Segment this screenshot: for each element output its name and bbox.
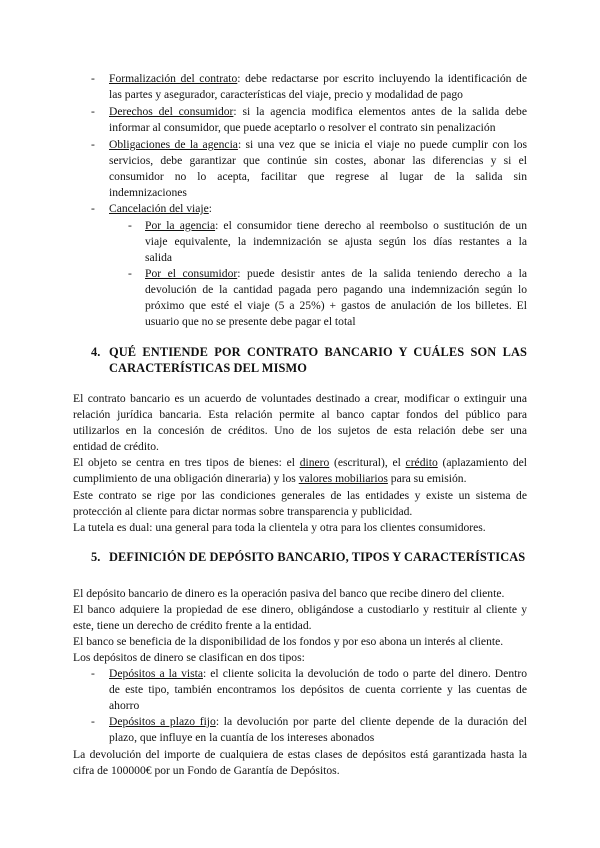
bullet-dash: - [91, 138, 95, 151]
agencia-term: Por la agencia [145, 219, 216, 232]
formalizacion-text: : debe redactarse por escrito incluyendo la identificación de [237, 72, 527, 85]
s5-p2-line1: El banco adquiere la propiedad de ese dinero, obligándose a custodiarlo y restituir al cliente y [73, 603, 527, 616]
cancelacion-colon: : [208, 202, 213, 215]
consumidor-line4: usuario que no se presente debe pagar el total [145, 315, 356, 328]
agencia-line1 [145, 218, 527, 234]
agencia-text: : el consumidor tiene derecho al reembolso o sustitución de un [215, 219, 527, 232]
s5-p1: El depósito bancario de dinero es la operación pasiva del banco que recibe dinero del cliente. [73, 587, 505, 600]
agencia-line2: viaje equivalente, la indemnización se ajusta según los días restantes a la [145, 235, 527, 248]
obligaciones-line3: consumidor no lo acepta, facilitar que regrese al lugar de la salida sin [109, 170, 527, 183]
plazo-line1 [109, 714, 527, 730]
section5-number: 5. [91, 550, 101, 564]
s4-p3-line2: protección al cliente para dictar normas sobre transparencia y publicidad. [73, 505, 413, 518]
s5-p3: El banco se beneficia de la disponibilidad de los fondos y por eso abona un interés al cliente. [73, 635, 504, 648]
valores-term: valores mobiliarios [298, 472, 388, 485]
vista-line2: de este tipo, también encontramos los depósitos de cuenta corriente y las cuentas de [109, 683, 527, 696]
s5-p5-line2: cifra de 100000€ por un Fondo de Garantía de Depósitos. [73, 764, 340, 777]
s4-p1-line4: entidad de crédito. [73, 440, 159, 453]
consumidor-line1 [145, 266, 527, 282]
vista-term: Depósitos a la vista [109, 667, 203, 680]
section4-number: 4. [91, 345, 101, 359]
s4-p1-line3: utilizarlos en la concesión de créditos. Uno de los sujetos de esta relación debe ser una [73, 424, 527, 437]
s4-p1-line2: relación jurídica bancaria. Esta relación permite al banco captar fondos del público para [73, 408, 527, 421]
formalizacion-line2: las partes y asegurador, características del viaje, precio y modalidad de pago [109, 88, 463, 101]
s4-p2-line1 [73, 455, 527, 471]
consumidor-line3: próximo que esté el viaje (5 a 25%) + gastos de anulación de los billetes. El [145, 299, 527, 312]
consumidor-text: : puede desistir antes de la salida teniendo derecho a la [237, 267, 527, 280]
s4-p1-line1: El contrato bancario es un acuerdo de voluntades destinado a crear, modificar o extinguir una [73, 392, 527, 405]
s4-p3-line1: Este contrato se rige por las condiciones generales de las entidades y existe un sistema de [73, 489, 527, 502]
bullet-dash: - [128, 219, 132, 232]
s5-p4: Los depósitos de dinero se clasifican en dos tipos: [73, 651, 305, 664]
s4-p4: La tutela es dual: una general para toda la clientela y otra para los clientes consumidores. [73, 521, 486, 534]
dinero-term: dinero [299, 456, 330, 469]
section4-title-line1: QUÉ ENTIENDE POR CONTRATO BANCARIO Y CUÁLES SON LAS [109, 345, 527, 359]
plazo-line2: plazo, que influye en la cuantía de los intereses abonados [109, 731, 375, 744]
s4-p2-text-a: El objeto se centra en tres tipos de bienes: el [73, 456, 300, 469]
s4-p2-line2 [73, 471, 466, 487]
derechos-text: : si la agencia modifica elementos antes de la salida debe [233, 105, 527, 118]
consumidor-term: Por el consumidor [145, 267, 238, 280]
agencia-line3: salida [145, 251, 173, 264]
vista-line3: ahorro [109, 699, 140, 712]
bullet-dash: - [91, 715, 95, 728]
s5-p2-line2: este, tiene un derecho de crédito frente a la entidad. [73, 619, 312, 632]
obligaciones-line1 [109, 137, 527, 153]
bullet-dash: - [91, 202, 95, 215]
section4-title-line2: CARACTERÍSTICAS DEL MISMO [109, 361, 308, 375]
plazo-text: : la devolución por parte del cliente depende de la duración del [215, 715, 527, 728]
derechos-line1 [109, 104, 527, 120]
consumidor-line2: devolución de la cantidad pagada pero pagando una indemnización según lo [145, 283, 527, 296]
obligaciones-line4: indemnizaciones [109, 186, 187, 199]
s4-p2-text-e: para su emisión. [387, 472, 467, 485]
vista-text: : el cliente solicita la devolución de todo o parte del dinero. Dentro [202, 667, 528, 680]
obligaciones-term: Obligaciones de la agencia [109, 138, 238, 151]
cancelacion-line [109, 201, 212, 217]
cancelacion-term: Cancelación del viaje [109, 202, 209, 215]
formalizacion-line1 [109, 71, 527, 87]
bullet-dash: - [91, 72, 95, 85]
bullet-dash: - [128, 267, 132, 280]
s4-p2-text-c: (aplazamiento del [437, 456, 527, 469]
bullet-dash: - [91, 667, 95, 680]
section5-title: DEFINICIÓN DE DEPÓSITO BANCARIO, TIPOS Y CARACTERÍSTICAS [109, 550, 526, 564]
s4-p2-text-b: (escritural), el [329, 456, 406, 469]
formalizacion-term: Formalización del contrato [109, 72, 238, 85]
s5-p5-line1: La devolución del importe de cualquiera de estas clases de depósitos está garantizada hasta la [73, 748, 527, 761]
s4-p2-text-d: cumplimiento de una obligación dineraria) y los [73, 472, 299, 485]
bullet-dash: - [91, 105, 95, 118]
obligaciones-line2: servicios, debe garantizar que continúe sin costes, abonar las diferencias y si el [109, 154, 527, 167]
derechos-term: Derechos del consumidor [109, 105, 234, 118]
plazo-term: Depósitos a plazo fijo [109, 715, 216, 728]
vista-line1 [109, 666, 527, 682]
derechos-line2: informar al consumidor, que puede aceptarlo o resolver el contrato sin penalización [109, 121, 496, 134]
obligaciones-text: : si una vez que se inicia el viaje no puede cumplir con los [237, 138, 527, 151]
credito-term: crédito [405, 456, 438, 469]
